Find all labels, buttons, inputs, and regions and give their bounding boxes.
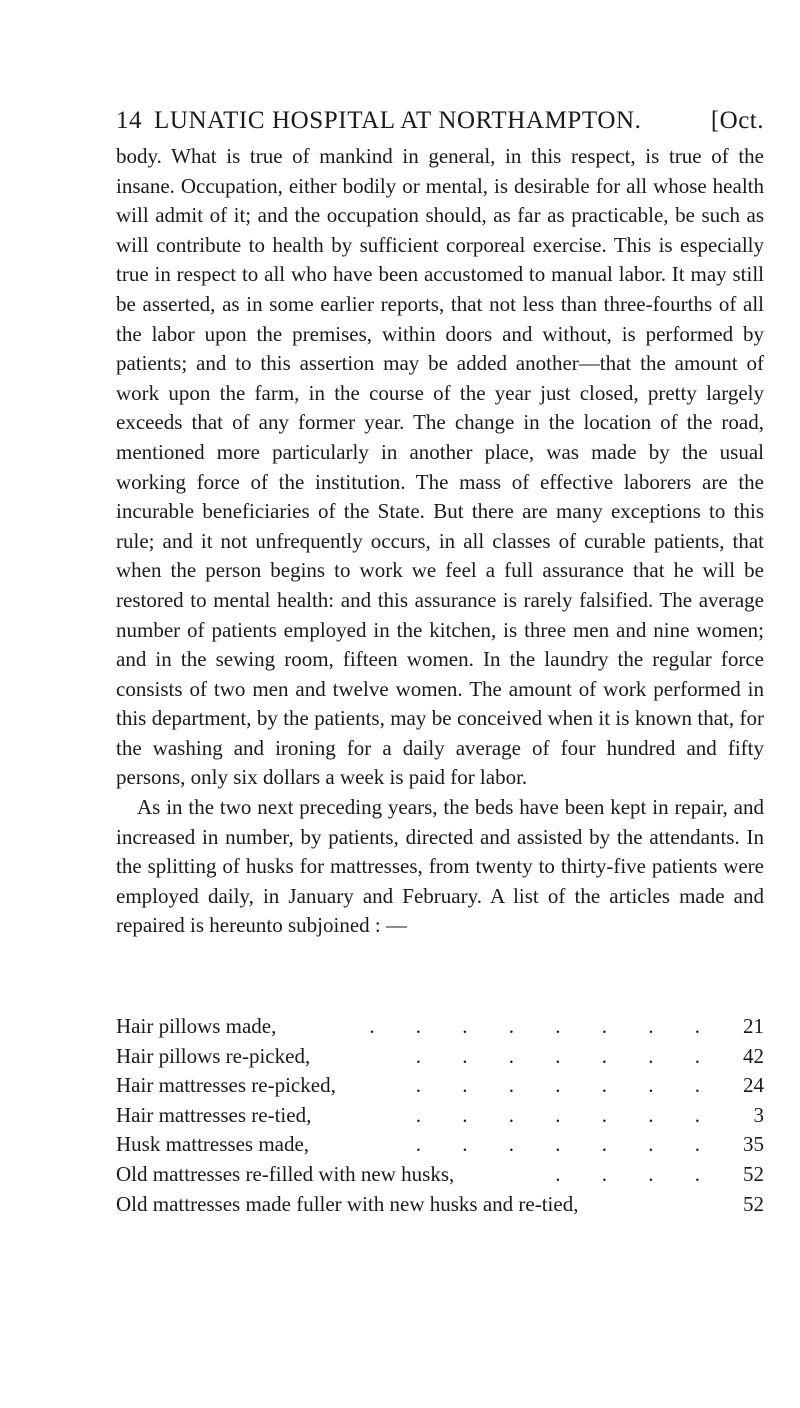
list-item [116, 1042, 764, 1072]
item-label: Hair mattresses re-picked, [116, 1073, 336, 1098]
item-count: 52 [743, 1161, 764, 1186]
running-head [116, 104, 764, 138]
articles-list [116, 1012, 764, 1219]
list-item [116, 1190, 764, 1220]
dot-leader: . . . . . . . [415, 1073, 718, 1098]
list-item [116, 1130, 764, 1160]
item-count: 21 [743, 1014, 764, 1038]
paragraph: As in the two next preceding years, the beds have been kept in repair, and increased in number, by patients, directed and assisted by the attendants. In the splitting of husks for mattresses, from twenty to thirty-five patients were employed daily, in January and February. A list of the articles made and repaired is hereunto subjoined : — [116, 795, 764, 938]
dot-leader: . . . . . . . [415, 1043, 718, 1068]
dot-leader: . . . . . . . [415, 1102, 718, 1127]
body-text [116, 142, 764, 941]
list-item [116, 1071, 764, 1101]
dot-leader: . . . . . . . [415, 1132, 718, 1157]
item-label: Hair pillows re-picked, [116, 1043, 311, 1068]
item-label: Old mattresses made fuller with new husks and re-tied, [116, 1191, 579, 1216]
item-label: Hair mattresses re-tied, [116, 1102, 312, 1127]
running-title: LUNATIC HOSPITAL AT NORTHAMPTON. [154, 107, 642, 134]
dot-leader: . . . . [555, 1161, 718, 1186]
item-count: 24 [743, 1073, 764, 1098]
item-count: 35 [743, 1132, 764, 1157]
running-date: [Oct. [710, 107, 764, 134]
item-count: 52 [743, 1191, 764, 1216]
list-item [116, 1101, 764, 1131]
item-label: Hair pillows made, [116, 1014, 277, 1038]
dot-leader: . . . . . . . . [369, 1014, 718, 1038]
item-count: 42 [743, 1043, 764, 1068]
list-item [116, 1012, 764, 1042]
list-item [116, 1160, 764, 1190]
paragraph: body. What is true of mankind in general, in this respect, is true of the insane. Occupation, either bodily or mental, is desirable for all whose health will admit of it; and the occupation should, as far as practicable, be such as will contribute to health by sufficient corporeal exercise. This is especially true in respect to all who have been accustomed to manual labor. It may still be asserted, as in some earlier reports, that not less than three-fourths of all the labor upon the premises, within doors and without, is performed by patients; and to this assertion may be added another—that the amount of work upon the farm, in the course of the year just closed, pretty largely exceeds that of any former year. The change in the location of the road, mentioned more particularly in another place, was made by the usual working force of the institution. The mass of effective laborers are the incurable beneficiaries of the State. But there are many exceptions to this rule; and it not unfrequently occurs, in all classes of curable patients, that when the person begins to work we feel a full assurance that he will be restored to mental health: and this assurance is rarely falsified. The average number of patients employed in the kitchen, is three men and nine women; and in the sewing room, fifteen women. In the laundry the regular force consists of two men and twelve women. The amount of work performed in this department, by the patients, may be conceived when it is known that, for the washing and ironing for a daily average of four hundred and fifty persons, only six dollars a week is paid for labor. [116, 144, 764, 790]
item-count: 3 [753, 1102, 764, 1127]
item-label: Husk mattresses made, [116, 1132, 310, 1157]
page-number: 14 [116, 107, 142, 134]
item-label: Old mattresses re-filled with new husks, [116, 1161, 455, 1186]
